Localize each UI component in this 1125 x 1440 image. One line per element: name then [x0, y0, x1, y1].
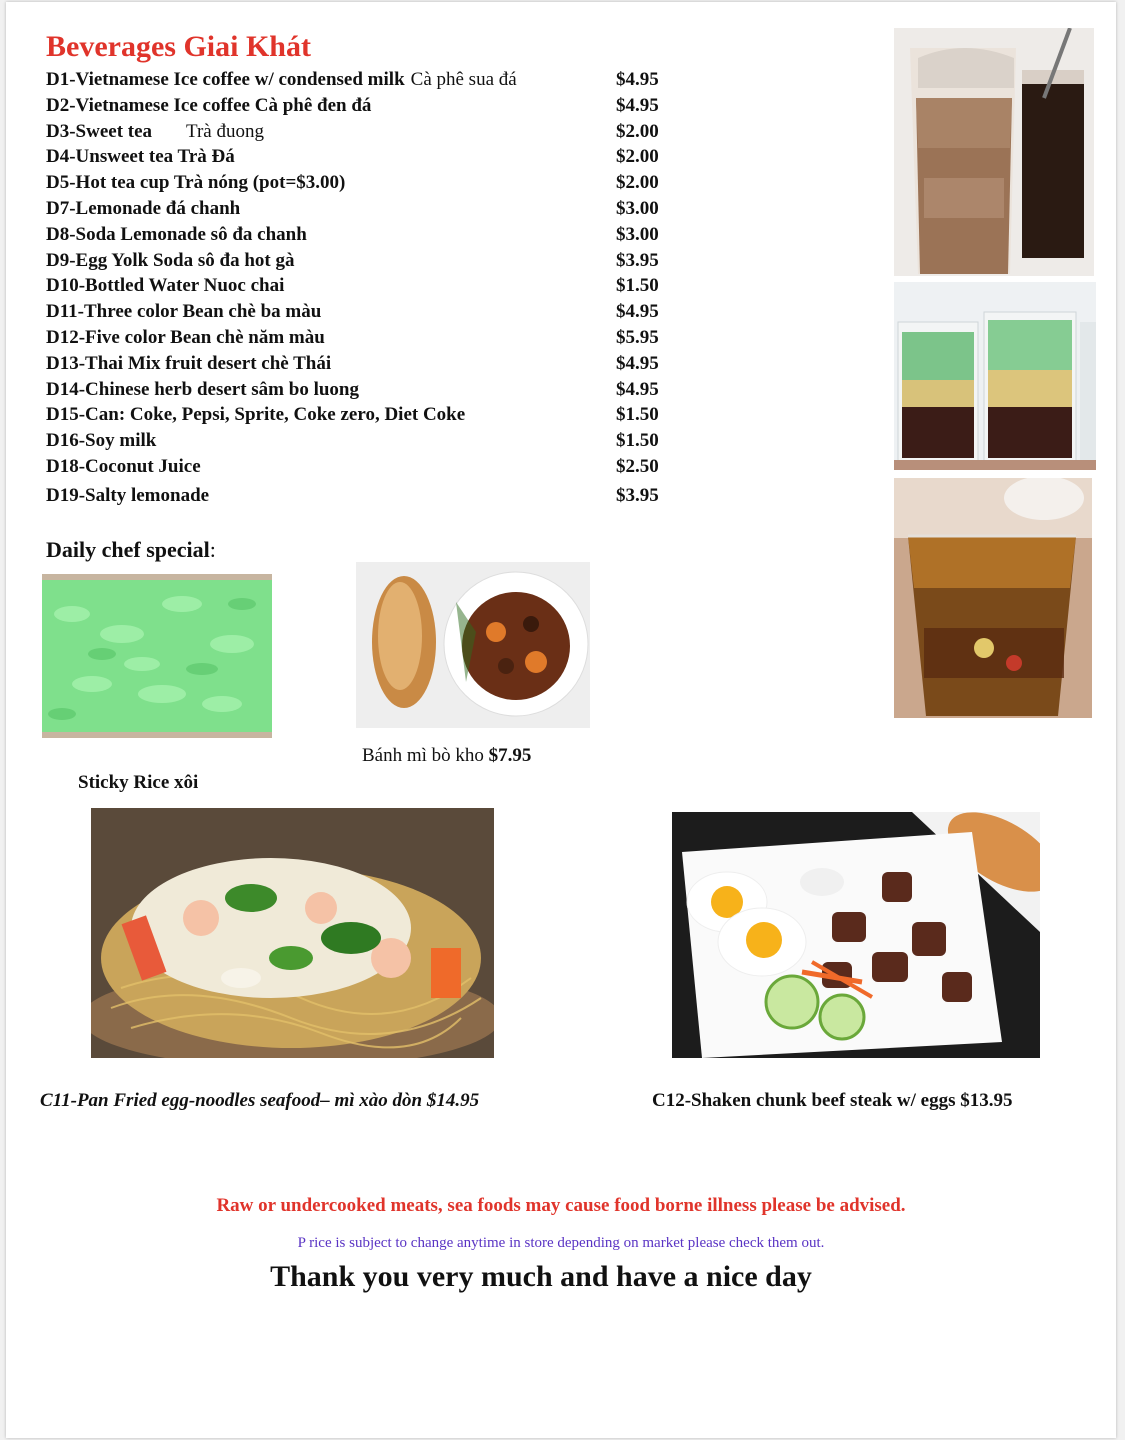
beverage-name-text: D13-Thai Mix fruit desert chè Thái	[46, 352, 332, 374]
beverage-name	[46, 300, 321, 324]
beverage-row	[46, 145, 686, 171]
c11-caption: C11-Pan Fried egg-noodles seafood– mì xào dòn $14.95	[40, 1090, 480, 1111]
beverage-price: $3.95	[616, 484, 659, 506]
beverage-row	[46, 171, 686, 197]
beverage-name-text: D8-Soda Lemonade sô đa chanh	[46, 223, 307, 245]
beverage-name	[46, 145, 235, 169]
beverage-name	[46, 455, 201, 479]
beverage-name-text: D11-Three color Bean chè ba màu	[46, 301, 322, 323]
banh-mi-price: $7.95	[488, 745, 532, 766]
beverage-row	[46, 274, 686, 300]
three-color-bean-photo	[894, 282, 1096, 470]
beverage-name	[46, 378, 359, 402]
beverage-name	[46, 352, 331, 376]
beverage-row	[46, 197, 686, 223]
beverage-row	[46, 120, 686, 146]
beverage-price: $4.95	[616, 378, 659, 400]
beverage-price: $1.50	[616, 430, 659, 452]
food-safety-warning: Raw or undercooked meats, sea foods may cause food borne illness please be advised.	[216, 1195, 906, 1216]
price-change-note: P rice is subject to change anytime in store depending on market please check them out.	[297, 1235, 825, 1251]
beverage-price: $1.50	[616, 404, 659, 426]
beverage-name	[46, 171, 345, 195]
shaken-beef-photo	[672, 812, 1040, 1058]
beverage-name	[46, 403, 465, 427]
beverage-name-text: D2-Vietnamese Ice coffee Cà phê đen đá	[46, 94, 372, 116]
menu-page	[6, 2, 1116, 1438]
beverage-row	[46, 68, 686, 94]
sticky-rice-caption: Sticky Rice xôi	[78, 772, 199, 793]
beverage-row	[46, 429, 686, 455]
beverage-name-text: D9-Egg Yolk Soda sô đa hot gà	[46, 249, 295, 271]
beverage-name	[46, 223, 307, 247]
beverage-price: $3.00	[616, 223, 659, 245]
beverage-name	[46, 326, 325, 350]
beverage-price: $4.95	[616, 94, 659, 116]
beverage-name	[46, 484, 209, 508]
beverages-title: Beverages Giai Khát	[46, 30, 311, 63]
beverage-name	[46, 429, 156, 453]
beverage-vietnamese-name: Cà phê sua đá	[410, 69, 517, 90]
beverage-name-text: D1-Vietnamese Ice coffee w/ condensed milk	[46, 69, 405, 90]
beverage-price: $1.50	[616, 275, 659, 297]
beverage-price: $2.50	[616, 455, 659, 477]
beverage-name	[46, 249, 294, 273]
banh-mi-bo-kho-photo	[356, 562, 590, 728]
beverage-price: $4.95	[616, 301, 659, 323]
beverage-row	[46, 403, 686, 429]
beverage-name-text: D10-Bottled Water Nuoc chai	[46, 275, 285, 297]
beverage-name-text: D19-Salty lemonade	[46, 484, 210, 506]
beverage-name-text: D3-Sweet tea	[46, 120, 153, 142]
beverage-name-text: D7-Lemonade đá chanh	[46, 197, 241, 219]
sticky-rice-photo	[42, 574, 272, 738]
beverage-list	[46, 68, 686, 510]
beverage-name-text: D15-Can: Coke, Pepsi, Sprite, Coke zero, Diet Coke	[46, 404, 466, 426]
beverage-row	[46, 484, 686, 510]
beverage-name	[46, 120, 264, 144]
beverage-name-text: D16-Soy milk	[46, 430, 157, 452]
beverage-price: $5.95	[616, 326, 659, 348]
daily-special-text: Daily chef special	[46, 537, 210, 562]
pan-fried-noodles-photo	[91, 808, 494, 1058]
beverage-name-text: D14-Chinese herb desert sâm bo luong	[46, 378, 359, 400]
beverage-price: $2.00	[616, 120, 659, 142]
beverage-row	[46, 326, 686, 352]
beverage-name	[46, 68, 517, 92]
beverage-vietnamese-name: Trà đuong	[186, 120, 264, 142]
beverage-row	[46, 249, 686, 275]
c12-caption: C12-Shaken chunk beef steak w/ eggs $13.95	[652, 1090, 1013, 1111]
beverage-row	[46, 94, 686, 120]
beverage-price: $3.95	[616, 249, 659, 271]
beverage-name	[46, 197, 240, 221]
beverage-row	[46, 223, 686, 249]
beverage-price: $4.95	[616, 352, 659, 374]
beverage-price: $2.00	[616, 146, 659, 168]
beverage-price: $3.00	[616, 197, 659, 219]
herb-desert-photo	[894, 478, 1092, 718]
banh-mi-caption	[362, 745, 531, 767]
beverage-name-text: D18-Coconut Juice	[46, 455, 201, 477]
beverage-name	[46, 274, 284, 298]
beverage-row	[46, 455, 686, 481]
daily-special-heading	[46, 537, 216, 563]
beverage-row	[46, 378, 686, 404]
beverage-row	[46, 352, 686, 378]
beverage-row	[46, 300, 686, 326]
beverage-price: $2.00	[616, 172, 659, 194]
beverage-name-text: D5-Hot tea cup Trà nóng (pot=$3.00)	[46, 172, 346, 194]
thank-you-message: Thank you very much and have a nice day	[270, 1260, 812, 1293]
beverage-price: $4.95	[616, 69, 659, 90]
iced-coffee-photo	[894, 28, 1094, 276]
banh-mi-name: Bánh mì bò kho	[362, 745, 489, 766]
daily-special-colon: :	[209, 537, 216, 562]
beverage-name	[46, 94, 371, 118]
beverage-name-text: D4-Unsweet tea Trà Đá	[46, 146, 235, 168]
beverage-name-text: D12-Five color Bean chè năm màu	[46, 326, 325, 348]
